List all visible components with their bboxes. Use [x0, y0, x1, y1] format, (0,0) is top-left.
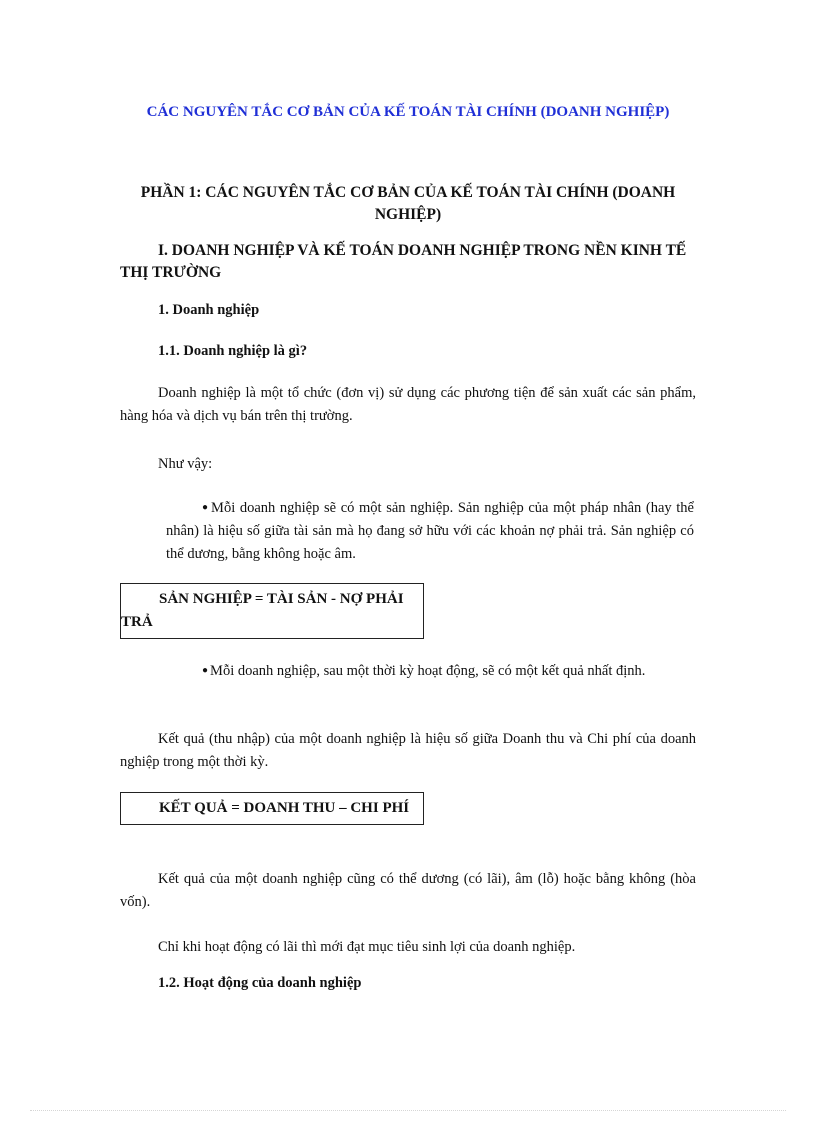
- paragraph-ket-qua: Kết quả (thu nhập) của một doanh nghiệp là hiệu số giữa Doanh thu và Chi phí của doanh nghiệp trong một thời kỳ.: [120, 731, 696, 770]
- heading-hoat-dong: 1.2. Hoạt động của doanh nghiệp: [158, 975, 362, 991]
- paragraph-chi-khi: Chỉ khi hoạt động có lãi thì mới đạt mục tiêu sinh lợi của doanh nghiệp.: [158, 939, 576, 955]
- formula-text: KẾT QUẢ = DOANH THU – CHI PHÍ: [159, 800, 410, 816]
- formula-box-ket-qua: [120, 792, 424, 825]
- bullet-item-san-nghiep: [166, 496, 694, 566]
- document-title: CÁC NGUYÊN TẮC CƠ BẢN CỦA KẾ TOÁN TÀI CHÍNH (DOANH NGHIỆP): [146, 104, 670, 120]
- formula-text: SẢN NGHIỆP = TÀI SẢN - NỢ PHẢI TRẢ: [121, 591, 404, 630]
- bullet-text: Mỗi doanh nghiệp, sau một thời kỳ hoạt động, sẽ có một kết quả nhất định.: [210, 663, 646, 679]
- section-title: I. DOANH NGHIỆP VÀ KẾ TOÁN DOANH NGHIỆP TRONG NỀN KINH TẾ THỊ TRƯỜNG: [120, 242, 687, 281]
- formula-box-san-nghiep: [120, 583, 424, 639]
- bullet-dot-icon: ●: [202, 502, 210, 513]
- paragraph-ket-qua-2: Kết quả của một doanh nghiệp cũng có thể dương (có lãi), âm (lỗ) hoặc bằng không (hòa vốn).: [120, 871, 696, 910]
- bullet-text: Mỗi doanh nghiệp sẽ có một sản nghiệp. Sản nghiệp của một pháp nhân (hay thể nhân) là hiệu số giữa tài sản mà họ đang sở hữu với các khoản nợ phải trả. Sản nghiệp có thể dương, bằng không hoặc âm.: [166, 500, 694, 562]
- paragraph-definition: Doanh nghiệp là một tổ chức (đơn vị) sử dụng các phương tiện để sản xuất các sản phẩm, hàng hóa và dịch vụ bán trên thị trường.: [120, 385, 696, 424]
- heading-doanh-nghiep-la-gi: 1.1. Doanh nghiệp là gì?: [158, 343, 308, 359]
- paragraph-nhu-vay: Như vậy:: [158, 456, 213, 472]
- bullet-item-ket-qua: [166, 659, 694, 683]
- heading-doanh-nghiep: 1. Doanh nghiệp: [158, 302, 260, 318]
- bullet-dot-icon: ●: [202, 665, 209, 676]
- part-title: PHẦN 1: CÁC NGUYÊN TẮC CƠ BẢN CỦA KẾ TOÁN TÀI CHÍNH (DOANH NGHIỆP): [140, 184, 676, 223]
- page-bottom-divider: [30, 1110, 786, 1111]
